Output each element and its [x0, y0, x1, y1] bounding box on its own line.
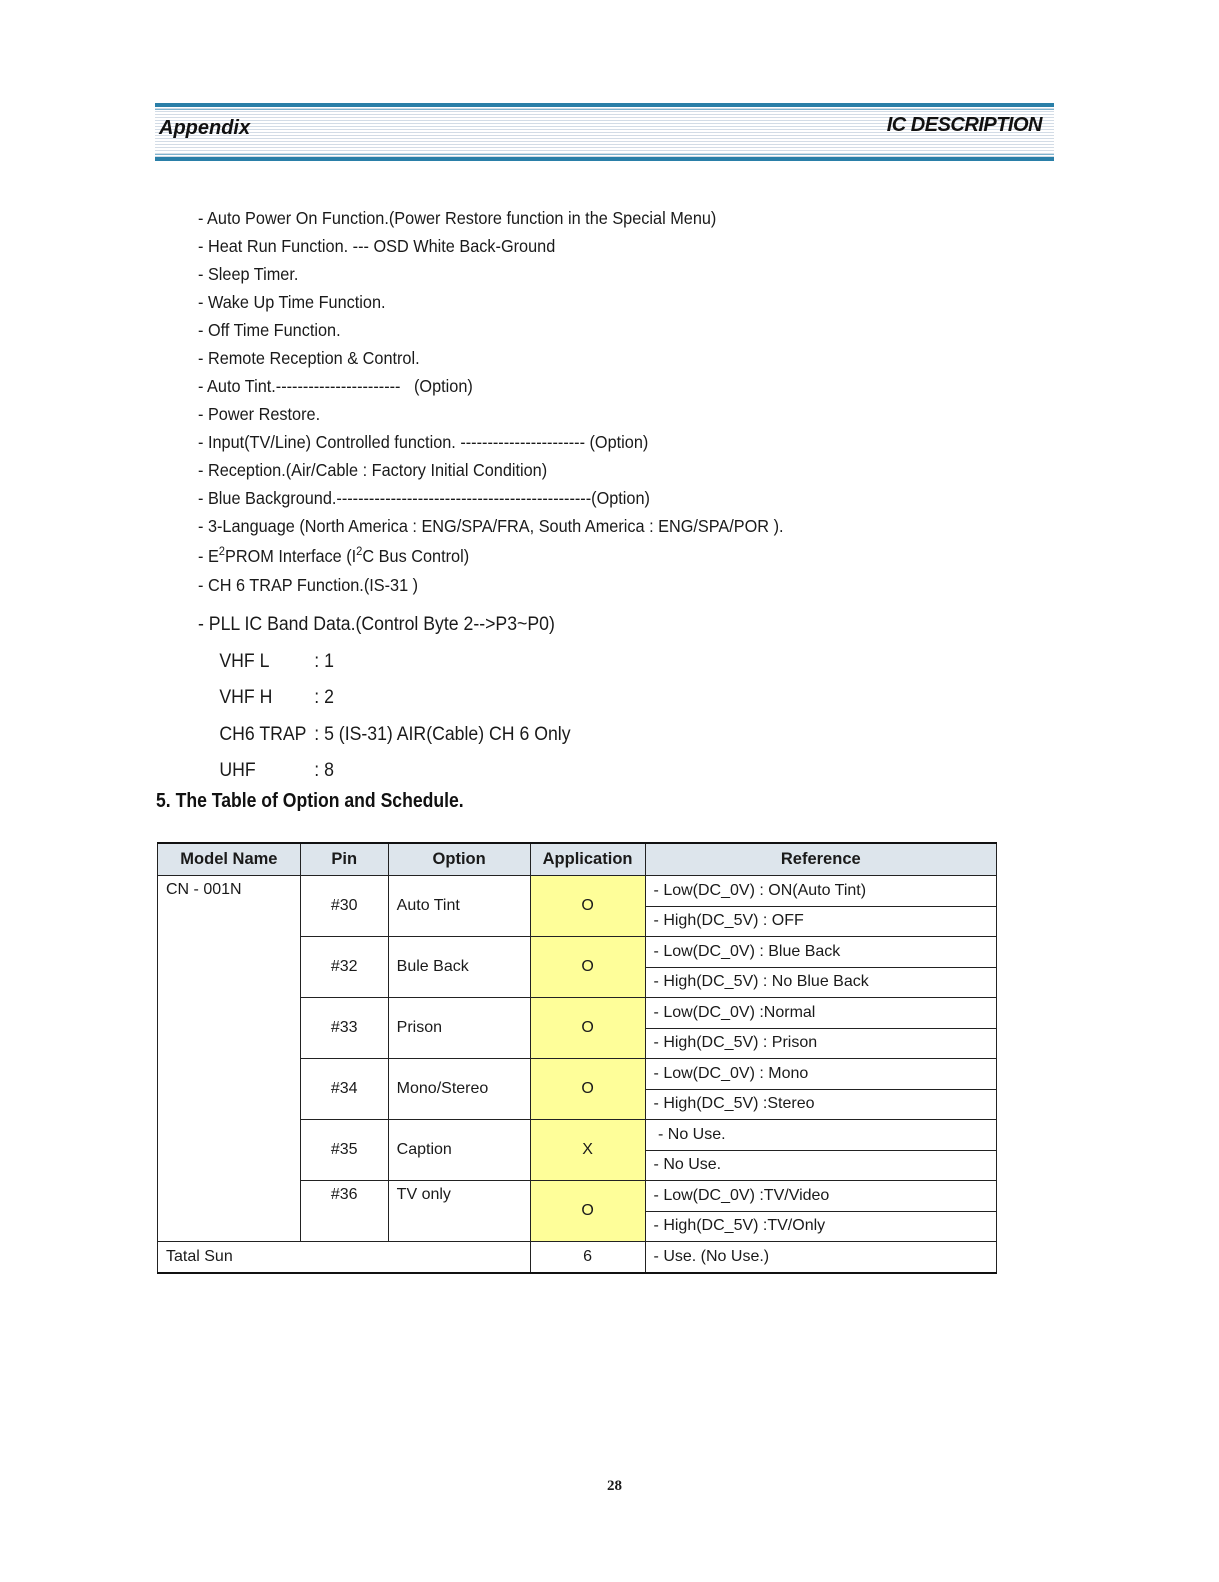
option-schedule-table	[157, 842, 997, 1274]
total-label-cell: Tatal Sun	[158, 1242, 531, 1273]
table-row	[158, 876, 997, 907]
header-bottom-rule-thin	[155, 154, 1054, 155]
pin-cell: #36	[300, 1181, 388, 1242]
band-row	[198, 680, 571, 717]
reference-cell: - Low(DC_0V) : ON(Auto Tint)	[645, 876, 996, 907]
pin-cell: #35	[300, 1120, 388, 1181]
header-section-title: Appendix	[159, 117, 251, 139]
header-reference: Reference	[645, 843, 996, 876]
band-data-title: - PLL IC Band Data.(Control Byte 2-->P3~P0)	[198, 614, 555, 635]
total-reference-cell: - Use. (No Use.)	[645, 1242, 996, 1273]
feature-item: - Remote Reception & Control.	[198, 348, 420, 368]
feature-item: - Off Time Function.	[198, 320, 341, 340]
reference-cell: - Low(DC_0V) :TV/Video	[645, 1181, 996, 1212]
i2c-superscript: 2	[356, 544, 363, 558]
section-title: 5. The Table of Option and Schedule.	[156, 790, 464, 812]
band-value: : 8	[314, 760, 334, 781]
feature-item: - Input(TV/Line) Controlled function. ----------------------- (Option)	[198, 432, 649, 452]
reference-cell: - Low(DC_0V) : Blue Back	[645, 937, 996, 968]
band-name: CH6 TRAP	[219, 723, 307, 745]
feature-item: - 3-Language (North America : ENG/SPA/FRA, South America : ENG/SPA/POR ).	[198, 516, 784, 536]
reference-cell: - High(DC_5V) : Prison	[645, 1028, 996, 1059]
table-total-row	[158, 1242, 997, 1273]
feature-item-eeprom	[198, 540, 1016, 571]
header-top-rule-thin	[155, 109, 1054, 110]
application-cell: O	[530, 876, 645, 937]
feature-item: - CH 6 TRAP Function.(IS-31 )	[198, 575, 419, 595]
reference-cell: - No Use.	[645, 1120, 996, 1151]
eeprom-text-c: C Bus Control)	[362, 546, 470, 566]
reference-cell: - No Use.	[645, 1150, 996, 1181]
option-cell: Bule Back	[388, 937, 530, 998]
pin-cell: #32	[300, 937, 388, 998]
page-header	[155, 103, 1054, 161]
application-cell: X	[530, 1120, 645, 1181]
header-top-rule	[155, 103, 1054, 107]
reference-cell: - Low(DC_0V) : Mono	[645, 1059, 996, 1090]
band-name: VHF H	[219, 687, 273, 708]
band-row	[198, 753, 571, 790]
pin-cell: #33	[300, 998, 388, 1059]
feature-item: - Wake Up Time Function.	[198, 292, 386, 312]
table-header-row	[158, 843, 997, 876]
band-value: : 5 (IS-31) AIR(Cable) CH 6 Only	[314, 723, 571, 745]
header-bottom-rule	[155, 157, 1054, 161]
header-model-name: Model Name	[158, 843, 301, 876]
band-value: : 2	[314, 687, 334, 708]
band-row	[198, 717, 571, 754]
band-row	[198, 644, 571, 681]
header-application: Application	[530, 843, 645, 876]
pin-cell: #30	[300, 876, 388, 937]
application-cell: O	[530, 1059, 645, 1120]
feature-item: - Sleep Timer.	[198, 264, 299, 284]
model-name-cell: CN - 001N	[158, 876, 301, 1242]
feature-list	[198, 204, 1016, 599]
option-cell: Mono/Stereo	[388, 1059, 530, 1120]
band-data-block	[198, 607, 571, 790]
eeprom-superscript: 2	[218, 544, 226, 558]
feature-item: - Auto Power On Function.(Power Restore function in the Special Menu)	[198, 208, 717, 228]
option-cell: Caption	[388, 1120, 530, 1181]
eeprom-text-a: - E	[198, 546, 219, 566]
reference-cell: - High(DC_5V) : No Blue Back	[645, 967, 996, 998]
header-chapter-title: IC DESCRIPTION	[886, 114, 1042, 136]
option-cell: Auto Tint	[388, 876, 530, 937]
reference-cell: - High(DC_5V) :TV/Only	[645, 1211, 996, 1242]
application-cell: O	[530, 998, 645, 1059]
total-value-cell: 6	[530, 1242, 645, 1273]
band-name: UHF	[219, 760, 256, 781]
feature-item: - Auto Tint.----------------------- (Option)	[198, 376, 473, 396]
feature-item: - Heat Run Function. --- OSD White Back-Ground	[198, 236, 556, 256]
feature-item: - Blue Background.-----------------------------------------------(Option)	[198, 488, 650, 508]
reference-cell: - Low(DC_0V) :Normal	[645, 998, 996, 1029]
reference-cell: - High(DC_5V) : OFF	[645, 906, 996, 937]
option-cell: TV only	[388, 1181, 530, 1242]
eeprom-text-b: PROM Interface (I	[225, 546, 357, 566]
header-option: Option	[388, 843, 530, 876]
header-pin: Pin	[300, 843, 388, 876]
option-cell: Prison	[388, 998, 530, 1059]
band-value: : 1	[314, 650, 334, 672]
application-cell: O	[530, 1181, 645, 1242]
feature-item: - Power Restore.	[198, 404, 321, 424]
page-number: 28	[607, 1478, 622, 1494]
application-cell: O	[530, 937, 645, 998]
feature-item: - Reception.(Air/Cable : Factory Initial Condition)	[198, 460, 548, 480]
band-name: VHF L	[219, 650, 270, 672]
reference-cell: - High(DC_5V) :Stereo	[645, 1089, 996, 1120]
pin-cell: #34	[300, 1059, 388, 1120]
